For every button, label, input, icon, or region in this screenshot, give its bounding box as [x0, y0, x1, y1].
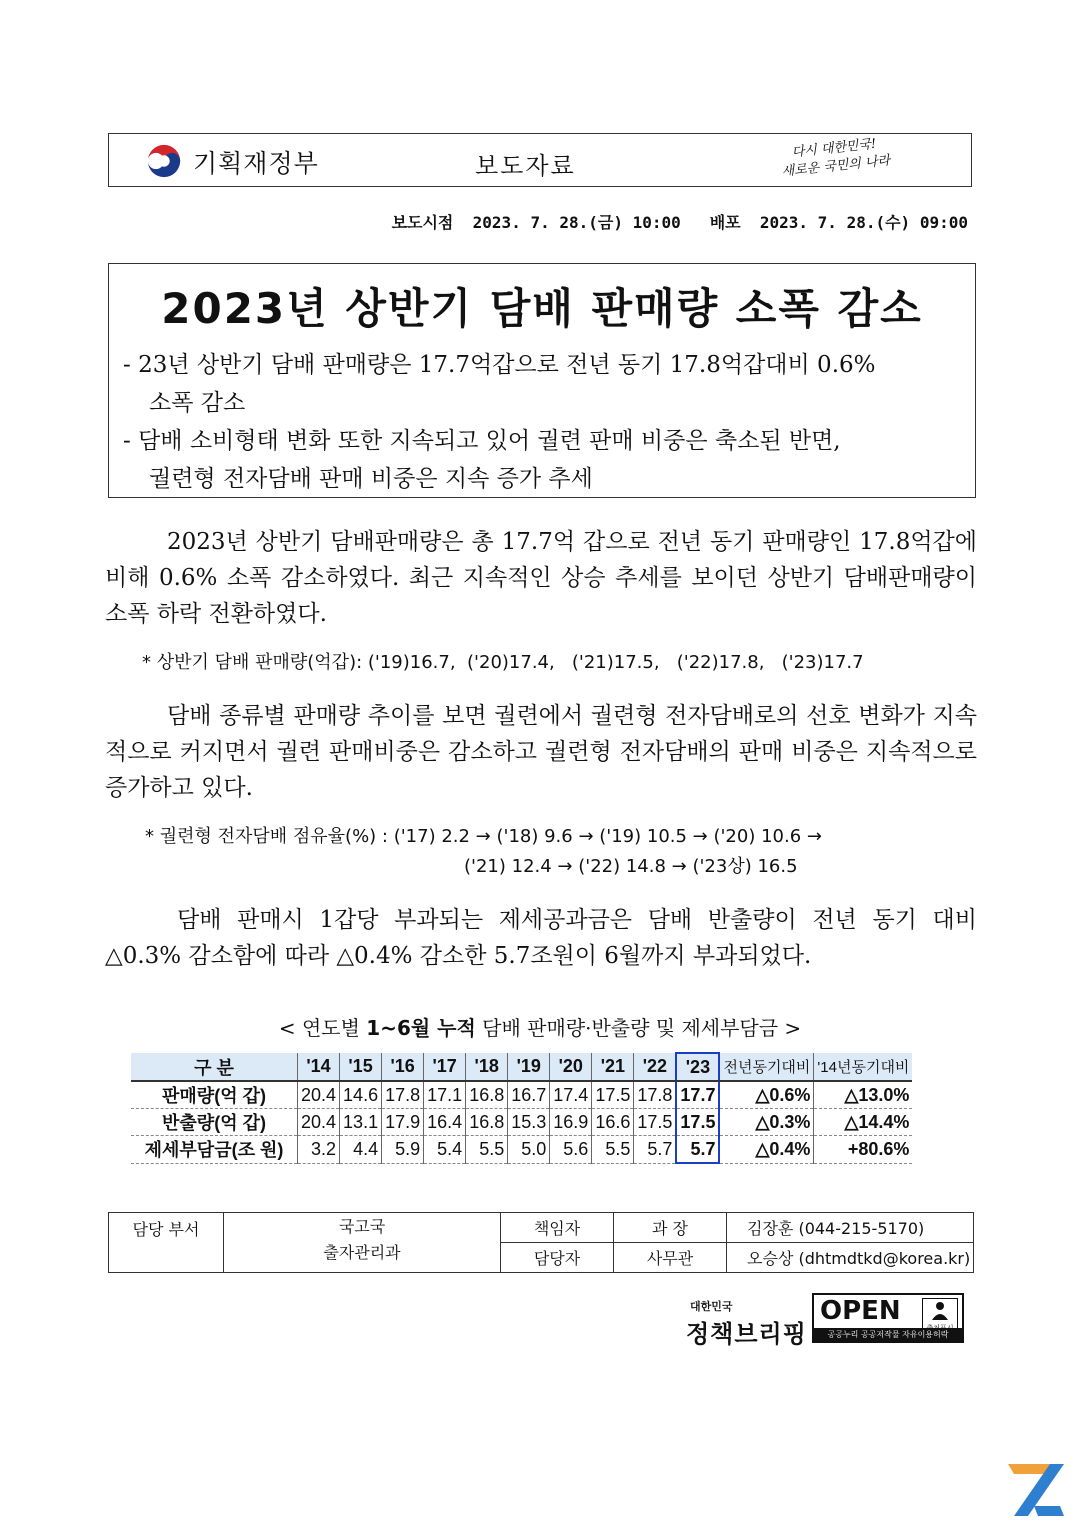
distribute-date: 2023. 7. 28.(수) 09:00 — [759, 213, 968, 232]
table-caption — [0, 1012, 1080, 1041]
table-cell: 17.8 — [382, 1081, 424, 1109]
row-label: 반출량(억 갑) — [131, 1109, 298, 1136]
resp-title: 과 장 — [614, 1213, 727, 1243]
resp-name: 김장훈 (044-215-5170) — [727, 1213, 974, 1243]
table-row-shipments — [131, 1109, 912, 1136]
caption-post: 담배 판매량·반출량 및 제세부담금 > — [475, 1016, 802, 1040]
table-cell-vs14: +80.6% — [814, 1136, 913, 1164]
page-title: 2023년 상반기 담배 판매량 소폭 감소 — [161, 284, 923, 333]
title-box — [108, 263, 976, 498]
table-cell: 16.7 — [508, 1081, 550, 1109]
note-share-line-1: * 궐련형 전자담배 점유율(%) : ('17) 2.2 → ('18) 9.6 → ('19) 10.5 → ('20) 10.6 → — [145, 826, 822, 847]
table-cell-yoy: △0.4% — [719, 1136, 813, 1164]
header-cell: '20 — [550, 1053, 592, 1081]
paragraph-3: 담배 판매시 1갑당 부과되는 제세공과금은 담배 반출량이 전년 동기 대비 △0.3% 감소함에 따라 △0.4% 감소한 5.7조원이 6월까지 부과되었다. — [105, 907, 977, 969]
release-label: 보도시점 — [391, 213, 454, 232]
table-cell: 17.4 — [550, 1081, 592, 1109]
paragraph-1: 2023년 상반기 담배판매량은 총 17.7억 갑으로 전년 동기 판매량인 17.8억갑에 비해 0.6% 소폭 감소하였다. 최근 지속적인 상승 추세를 보이던 상반기 담배판매량이 소폭 하락 전환하였다. — [105, 529, 977, 627]
open-license-logo — [812, 1293, 964, 1343]
header-cell: '15 — [340, 1053, 382, 1081]
table-cell: 17.8 — [634, 1081, 677, 1109]
header-box — [108, 133, 972, 187]
open-text: OPEN — [820, 1296, 901, 1326]
attribution-badge-icon — [922, 1298, 958, 1330]
table-cell: 5.6 — [550, 1136, 592, 1164]
dept-line-2: 출자관리과 — [323, 1243, 401, 1262]
dept-line-1: 국고국 — [338, 1217, 386, 1236]
header-cell: '18 — [466, 1053, 508, 1081]
staff-name: 오승상 (dhtmdtkd@korea.kr) — [727, 1243, 974, 1273]
table-cell: 14.6 — [340, 1081, 382, 1109]
note-share-line-2: ('21) 12.4 → ('22) 14.8 → ('23상) 16.5 — [464, 856, 798, 877]
table-cell-yoy: △0.3% — [719, 1109, 813, 1136]
table-row-tax — [131, 1136, 912, 1164]
policy-logo-big: 정책브리핑 — [686, 1320, 807, 1348]
taegeuk-logo-icon — [145, 142, 183, 180]
release-dates — [392, 210, 968, 233]
table-cell: 16.8 — [466, 1081, 508, 1109]
slogan-line-2: 새로운 국민의 나라 — [781, 153, 891, 180]
table-cell: 17.5 — [592, 1081, 634, 1109]
open-subtitle: 공공누리 공공저작물 자유이용허락 — [814, 1328, 962, 1341]
distribute-label: 배포 — [709, 213, 741, 232]
table-cell: 16.6 — [592, 1109, 634, 1136]
table-cell: 5.7 — [634, 1136, 677, 1164]
release-date: 2023. 7. 28.(금) 10:00 — [472, 213, 681, 232]
header-cell-vs14: '14년동기대비 — [814, 1053, 913, 1081]
header-cell: '16 — [382, 1053, 424, 1081]
table-cell-vs14: △14.4% — [814, 1109, 913, 1136]
table-cell: 15.3 — [508, 1109, 550, 1136]
person-icon — [923, 1299, 957, 1321]
caption-bold: 1~6월 누적 — [366, 1016, 476, 1040]
table-cell-vs14: △13.0% — [814, 1081, 913, 1109]
table-cell: 16.9 — [550, 1109, 592, 1136]
table-cell-2023: 17.7 — [676, 1081, 719, 1109]
sales-table — [131, 1052, 912, 1164]
table-cell: 5.9 — [382, 1136, 424, 1164]
resp-label: 책임자 — [501, 1213, 614, 1243]
table-cell: 17.5 — [634, 1109, 677, 1136]
table-cell: 16.8 — [466, 1109, 508, 1136]
header-cell-yoy: 전년동기대비 — [719, 1053, 813, 1081]
table-cell: 13.1 — [340, 1109, 382, 1136]
row-label: 제세부담금(조 원) — [131, 1136, 298, 1164]
policy-logo-small: 대한민국 — [690, 1300, 733, 1313]
table-cell: 4.4 — [340, 1136, 382, 1164]
z-corner-logo-icon — [1006, 1462, 1066, 1518]
subpoint-2 — [123, 422, 963, 498]
table-cell-2023: 5.7 — [676, 1136, 719, 1164]
table-cell: 5.5 — [466, 1136, 508, 1164]
table-cell: 16.4 — [424, 1109, 466, 1136]
table-header-row — [131, 1053, 912, 1081]
subpoint-2-line-1: - 담배 소비형태 변화 또한 지속되고 있어 궐련 판매 비중은 축소된 반면, — [123, 428, 841, 454]
table-cell: 3.2 — [298, 1136, 340, 1164]
table-cell-2023: 17.5 — [676, 1109, 719, 1136]
table-cell: 17.9 — [382, 1109, 424, 1136]
row-label: 판매량(억 갑) — [131, 1081, 298, 1109]
header-cell: '17 — [424, 1053, 466, 1081]
caption-pre: < 연도별 — [278, 1016, 367, 1040]
dept-name — [224, 1213, 501, 1273]
subpoint-1-line-1: - 23년 상반기 담배 판매량은 17.7억갑으로 전년 동기 17.8억갑대비 0.6% — [123, 352, 876, 378]
header-cell: '19 — [508, 1053, 550, 1081]
table-cell-yoy: △0.6% — [719, 1081, 813, 1109]
dept-label: 담당 부서 — [109, 1213, 224, 1273]
slogan — [773, 134, 896, 182]
table-cell: 5.4 — [424, 1136, 466, 1164]
table-row-sales — [131, 1081, 912, 1109]
policy-briefing-logo — [686, 1298, 807, 1349]
header-cell: '14 — [298, 1053, 340, 1081]
staff-title: 사무관 — [614, 1243, 727, 1273]
header-cell-2023: '23 — [676, 1053, 719, 1081]
table-cell: 5.0 — [508, 1136, 550, 1164]
table-cell: 20.4 — [298, 1081, 340, 1109]
doc-type: 보도자료 — [475, 152, 576, 180]
subpoint-2-line-2: 궐련형 전자담배 판매 비중은 지속 증가 추세 — [149, 466, 593, 492]
org-name: 기획재정부 — [193, 149, 319, 178]
header-cell: 구 분 — [131, 1053, 298, 1081]
header-cell: '22 — [634, 1053, 677, 1081]
note-sales-trend: * 상반기 담배 판매량(억갑): ('19)16.7, ('20)17.4, ('21)17.5, ('22)17.8, ('23)17.7 — [142, 652, 864, 673]
header-cell: '21 — [592, 1053, 634, 1081]
staff-label: 담당자 — [501, 1243, 614, 1273]
paragraph-2: 담배 종류별 판매량 추이를 보면 궐련에서 궐련형 전자담배로의 선호 변화가 지속적으로 커지면서 궐련 판매비중은 감소하고 궐련형 전자담배의 판매 비중은 지속적으로 증가하고 있다. — [105, 703, 977, 801]
table-cell: 5.5 — [592, 1136, 634, 1164]
table-cell: 17.1 — [424, 1081, 466, 1109]
subpoint-1-line-2: 소폭 감소 — [149, 390, 246, 416]
subpoint-1 — [123, 346, 963, 422]
slogan-line-1: 다시 대한민국! — [791, 136, 877, 161]
table-cell: 20.4 — [298, 1109, 340, 1136]
contact-table — [108, 1212, 974, 1273]
